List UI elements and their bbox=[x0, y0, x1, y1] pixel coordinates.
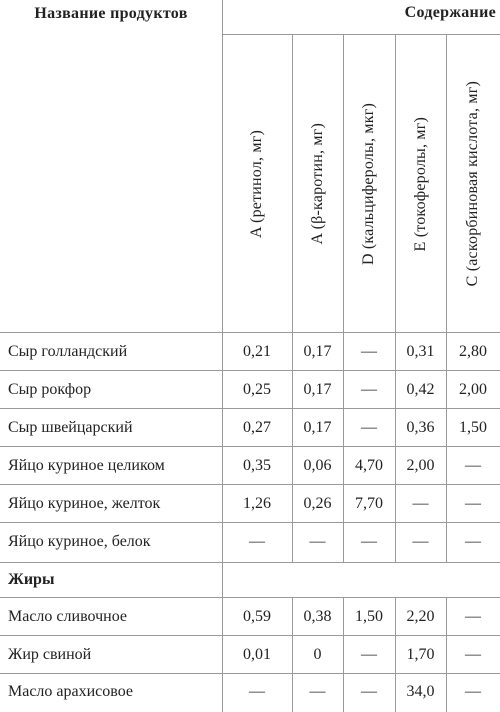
value-cell: — bbox=[309, 683, 326, 700]
value-cell: — bbox=[361, 683, 377, 700]
value-cell: — bbox=[249, 533, 265, 550]
value-cell: — bbox=[309, 533, 326, 550]
value-cell: 0,59 bbox=[243, 608, 271, 625]
header-product-name: Название продуктов bbox=[34, 5, 188, 22]
value-cell: 0,06 bbox=[303, 457, 332, 474]
header-content-label: Содержание bbox=[404, 4, 496, 21]
value-cell: — bbox=[361, 419, 377, 436]
value-cell: 34,0 bbox=[406, 683, 435, 700]
value-cell: 4,70 bbox=[355, 457, 383, 474]
table-row bbox=[0, 371, 500, 409]
table-row bbox=[0, 447, 500, 485]
value-cell: 1,50 bbox=[459, 419, 487, 436]
value-cell: 2,80 bbox=[459, 343, 487, 360]
value-cell: — bbox=[465, 495, 481, 512]
value-cell: — bbox=[361, 533, 377, 550]
section-heading-fats: Жиры bbox=[8, 571, 55, 588]
value-cell: — bbox=[465, 457, 481, 474]
header-content bbox=[222, 4, 500, 22]
value-cell: 0,42 bbox=[406, 381, 435, 398]
value-cell: 1,26 bbox=[243, 495, 271, 512]
value-cell: 0,25 bbox=[243, 381, 271, 398]
value-cell: 1,50 bbox=[355, 608, 383, 625]
value-cell: — bbox=[465, 533, 481, 550]
value-cell: 0,17 bbox=[303, 343, 332, 360]
product-name: Масло сливочное bbox=[8, 608, 127, 625]
value-cell: 0,17 bbox=[303, 381, 332, 398]
value-cell: 0 bbox=[313, 646, 322, 663]
value-cell: 0,35 bbox=[243, 457, 271, 474]
value-cell: 2,20 bbox=[406, 608, 435, 625]
table-row bbox=[0, 409, 500, 447]
table-row bbox=[0, 523, 500, 561]
value-cell: — bbox=[465, 683, 481, 700]
value-cell: 2,00 bbox=[459, 381, 487, 398]
column-header-carotene: A (β-каротин, мг) bbox=[308, 123, 326, 245]
product-name: Сыр голландский bbox=[8, 343, 128, 360]
row-divider bbox=[0, 562, 500, 563]
value-cell: — bbox=[412, 533, 429, 550]
product-name: Яйцо куриное, желток bbox=[8, 495, 161, 512]
column-header-ascorbic: C (аскорбиновая кислота, мг) bbox=[464, 81, 481, 287]
product-name: Жир свиной bbox=[8, 646, 92, 663]
value-cell: 0,17 bbox=[303, 419, 332, 436]
value-cell: 0,31 bbox=[406, 343, 435, 360]
row-divider bbox=[222, 34, 500, 35]
value-cell: 0,27 bbox=[243, 419, 271, 436]
table-row bbox=[0, 598, 500, 636]
value-cell: — bbox=[465, 646, 481, 663]
product-name: Сыр рокфор bbox=[8, 381, 92, 398]
value-cell: 0,01 bbox=[243, 646, 271, 663]
value-cell: 7,70 bbox=[355, 495, 383, 512]
value-cell: — bbox=[361, 381, 377, 398]
value-cell: — bbox=[361, 343, 377, 360]
value-cell: 0,36 bbox=[406, 419, 435, 436]
value-cell: — bbox=[465, 608, 481, 625]
product-name: Сыр швейцарский bbox=[8, 419, 133, 436]
value-cell: — bbox=[249, 683, 265, 700]
column-header-retinol: A (ретинол, мг) bbox=[248, 129, 265, 238]
product-name: Масло арахисовое bbox=[8, 683, 134, 700]
value-cell: — bbox=[361, 646, 377, 663]
column-header-tocopherol: E (токоферолы, мг) bbox=[411, 116, 429, 252]
table-row bbox=[0, 485, 500, 523]
value-cell: — bbox=[412, 495, 429, 512]
table-row bbox=[0, 673, 500, 711]
table-row bbox=[0, 636, 500, 674]
product-name: Яйцо куриное, белок bbox=[8, 533, 151, 550]
column-header-calciferol: D (кальциферолы, мкг) bbox=[360, 102, 377, 266]
product-name: Яйцо куриное целиком bbox=[8, 457, 165, 474]
value-cell: 2,00 bbox=[406, 457, 435, 474]
value-cell: 0,21 bbox=[243, 343, 271, 360]
value-cell: 0,26 bbox=[303, 495, 332, 512]
table-row bbox=[0, 333, 500, 371]
value-cell: 0,38 bbox=[303, 608, 332, 625]
value-cell: 1,70 bbox=[406, 646, 435, 663]
